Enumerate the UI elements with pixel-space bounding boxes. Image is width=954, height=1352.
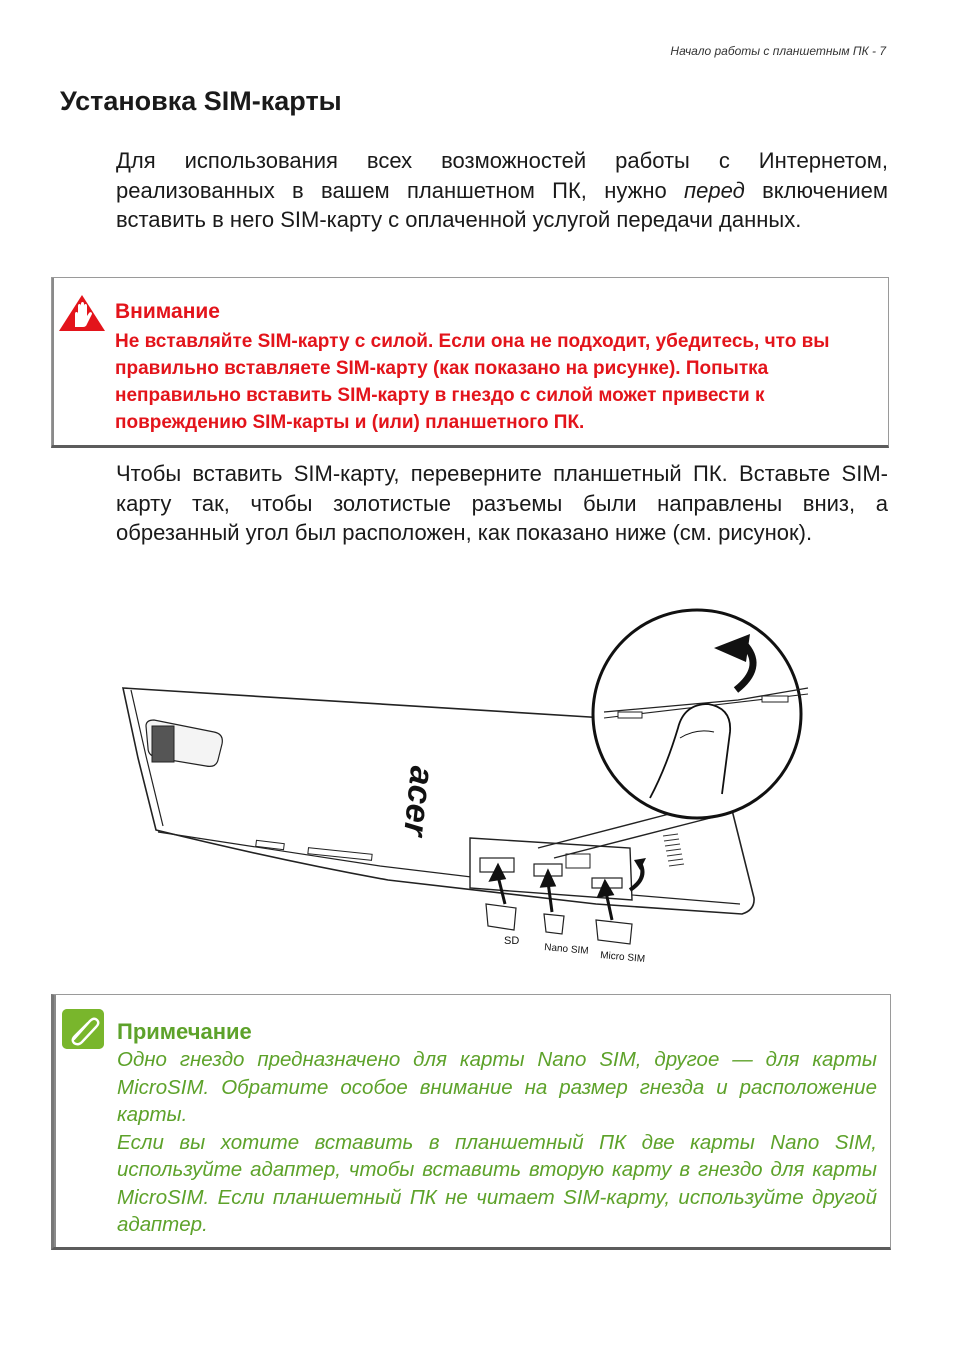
note-box: [51, 994, 891, 1250]
micro-sim-label: Micro SIM: [599, 950, 646, 965]
note-paragraph-1: Одно гнездо предназначено для карты Nano SIM, другое — для карты MicroSIM. Обратите особое внимание на размер гнезда и расположение карты.: [117, 1048, 877, 1126]
paperclip-icon: [62, 1009, 104, 1049]
sd-label: SD: [504, 935, 520, 947]
nano-sim-card: [544, 914, 564, 934]
warning-box: [51, 277, 889, 448]
tablet-logo: acer: [396, 764, 442, 838]
nano-sim-label: Nano SIM: [543, 942, 589, 957]
warning-hand-icon: [58, 294, 106, 332]
running-header: Начало работы с планшетным ПК - 7: [670, 44, 886, 58]
sim-insertion-illustration: [118, 608, 818, 978]
micro-sim-card: [596, 920, 632, 944]
intro-paragraph: [116, 146, 888, 235]
instructions-paragraph: Чтобы вставить SIM-карту, переверните планшетный ПК. Вставьте SIM-карту так, чтобы золотистые разъемы были направлены вниз, а обрезанный угол был расположен, как показано ниже (см. рисунок).: [116, 461, 888, 545]
warning-body: Не вставляйте SIM-карту с силой. Если она не подходит, убедитесь, что вы правильно вставляете SIM-карту (как показано на рисунке). Попытка неправильно вставить SIM-карту в гнездо с силой может привести к повреждению SIM-карты и (или) планшетного ПК.: [115, 331, 830, 433]
intro-text-end: включением вставить в него SIM-карту с оплаченной услугой передачи данных.: [116, 177, 888, 232]
warning-title: Внимание: [115, 300, 220, 323]
note-body: [117, 1046, 877, 1239]
sd-card: [486, 904, 516, 930]
intro-text-start: Для использования всех возможностей работы с Интернетом, реализованных в вашем планшетном ПК, нужно: [116, 148, 888, 203]
intro-emphasis: перед: [684, 177, 745, 203]
section-title: Установка SIM-карты: [60, 86, 342, 116]
note-title: Примечание: [117, 1019, 252, 1044]
note-paragraph-2: Если вы хотите вставить в планшетный ПК две карты Nano SIM, используйте адаптер, чтобы вставить вторую карту в гнездо для карты MicroSIM. Если планшетный ПК не читает SIM-карту, используйте другой адаптер.: [117, 1130, 877, 1236]
